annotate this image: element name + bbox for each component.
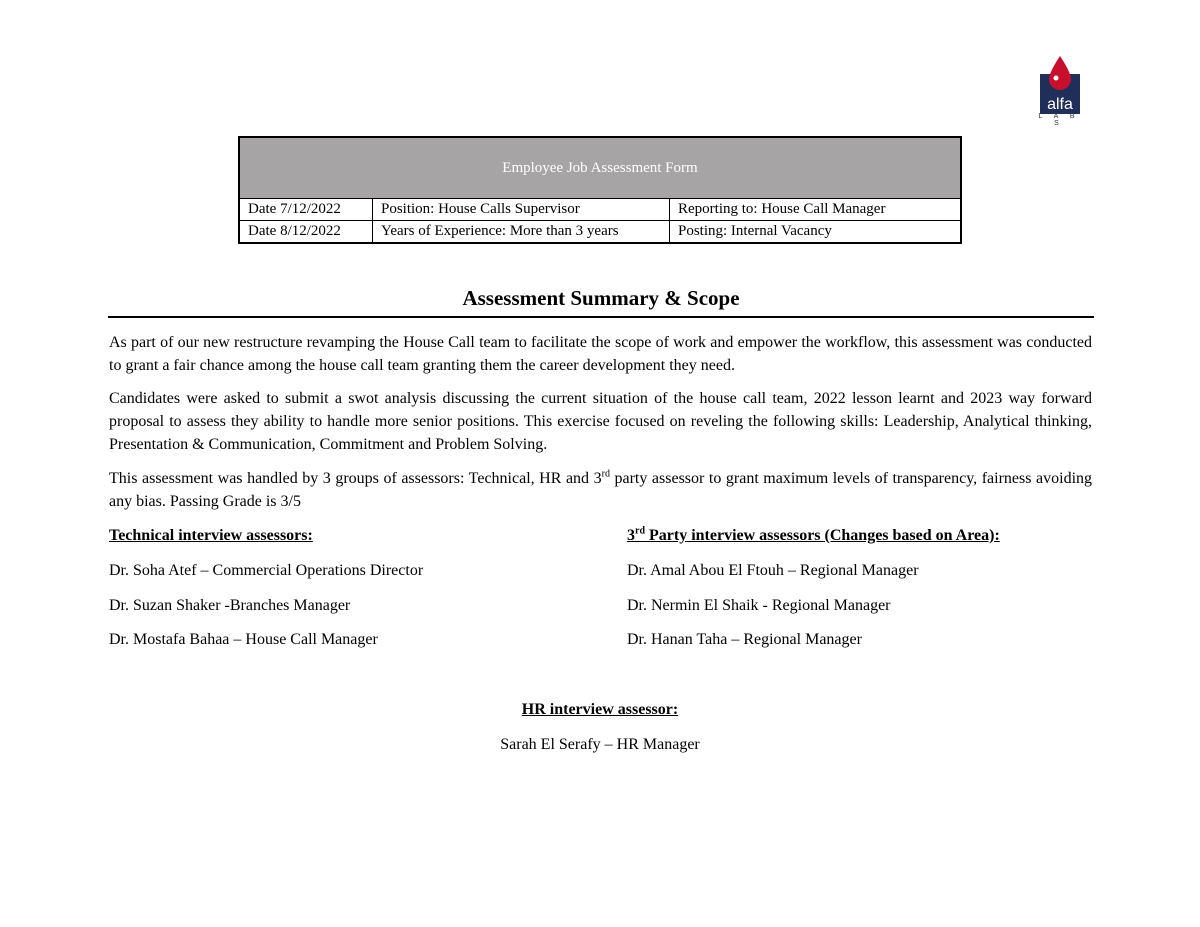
- logo-labs-text: L A B S: [1038, 113, 1080, 127]
- third-party-assessor-item: Dr. Amal Abou El Ftouh – Regional Manager: [627, 562, 919, 579]
- date-cell: Date 7/12/2022: [239, 199, 373, 221]
- summary-paragraph-2: Candidates were asked to submit a swot analysis discussing the current situation of the house call team, 2022 lesson learnt and 2023 way forward proposal to assess they ability to handle more senior positions. This exercise focused on reveling the following skills: Leadership, Analytical thinking, Presentation & Communication, Commitment and Problem Solving.: [109, 390, 1092, 453]
- summary-paragraph-3: This assessment was handled by 3 groups of assessors: Technical, HR and 3rd party assessor to grant maximum levels of transparency, fairness avoiding any bias. Passing Grade is 3/5: [109, 468, 1093, 510]
- table-row: [239, 199, 961, 221]
- divider: [108, 316, 1094, 318]
- table-row: [239, 221, 961, 244]
- third-party-assessor-item: Dr. Nermin El Shaik - Regional Manager: [627, 597, 891, 614]
- posting-cell: Posting: Internal Vacancy: [670, 221, 962, 244]
- reporting-cell: Reporting to: House Call Manager: [670, 199, 962, 221]
- date-cell: Date 8/12/2022: [239, 221, 373, 244]
- section-title: Assessment Summary & Scope: [462, 286, 740, 310]
- third-party-assessor-item: Dr. Hanan Taha – Regional Manager: [627, 631, 862, 648]
- technical-assessor-item: Dr. Soha Atef – Commercial Operations Director: [109, 562, 424, 579]
- technical-assessor-item: Dr. Mostafa Bahaa – House Call Manager: [109, 631, 378, 648]
- experience-cell: Years of Experience: More than 3 years: [373, 221, 670, 244]
- third-party-assessors-heading: 3rd Party interview assessors (Changes based on Area):: [627, 525, 1000, 544]
- position-cell: Position: House Calls Supervisor: [373, 199, 670, 221]
- hr-assessor-heading: HR interview assessor:: [521, 701, 679, 718]
- assessment-form-header: [238, 136, 962, 244]
- hr-assessor-name: Sarah El Serafy – HR Manager: [500, 736, 700, 753]
- technical-assessors-heading: Technical interview assessors:: [109, 527, 313, 544]
- form-title: Employee Job Assessment Form: [239, 137, 961, 199]
- technical-assessor-item: Dr. Suzan Shaker -Branches Manager: [109, 597, 351, 614]
- svg-text:alfa: alfa: [1047, 96, 1073, 113]
- summary-paragraph-1: As part of our new restructure revamping the House Call team to facilitate the scope of work and empower the workflow, this assessment was conducted to grant a fair chance among the house call team granting them the career development they need.: [109, 334, 1092, 374]
